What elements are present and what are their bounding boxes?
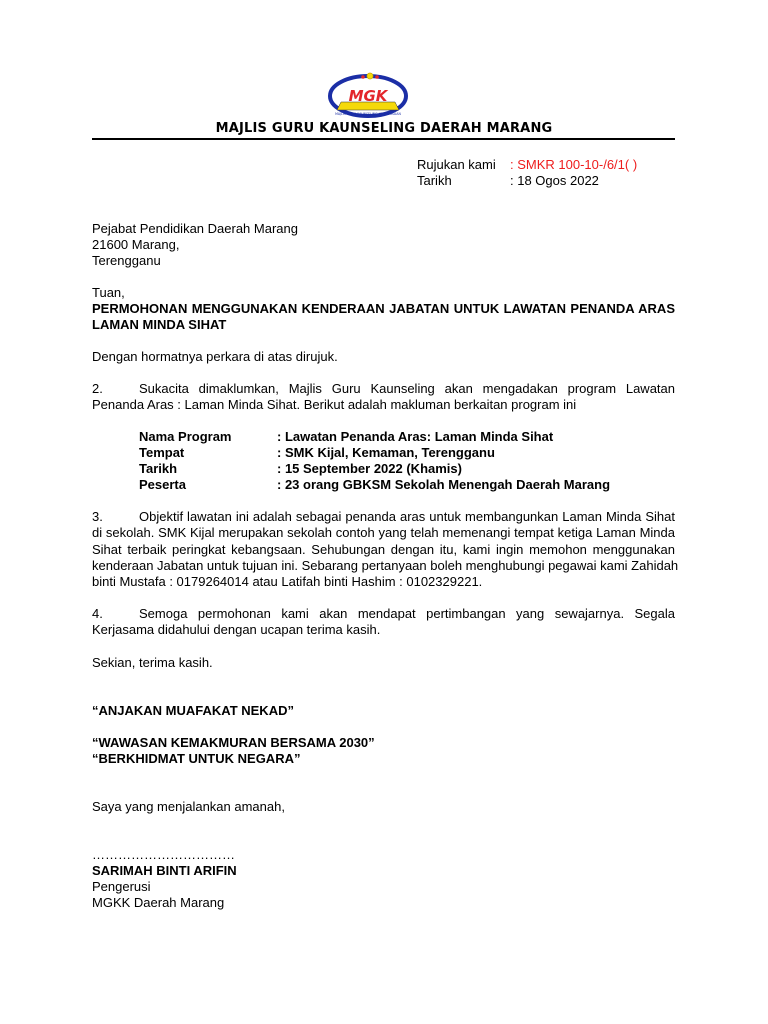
detail-label: Tempat [139,445,185,460]
recipient-line-1: Pejabat Pendidikan Daerah Marang [92,221,298,236]
header-divider [92,138,675,140]
paragraph-2 [92,381,675,414]
salutation: Tuan, [92,285,125,300]
detail-value: : SMK Kijal, Kemaman, Terengganu [277,445,495,460]
detail-row [139,445,495,461]
recipient-line-2: 21600 Marang, [92,237,180,252]
signature-line: …………………………… [92,847,235,862]
paragraph-3-line-1: Objektif lawatan ini adalah sebagai penanda aras untuk membangunkan Laman Minda Sihat [139,509,675,524]
detail-label: Nama Program [139,429,232,444]
date-label: Tarikh [417,173,452,188]
motto-3: “BERKHIDMAT UNTUK NEGARA” [92,751,301,766]
logo-emblem-icon [327,72,409,120]
logo-lettering: MGK [348,87,388,105]
paragraph-2-line-2: Penanda Aras : Laman Minda Sihat. Berikut adalah makluman berkaitan program ini [92,397,577,413]
subject [92,301,675,334]
paragraph-3-line-2: di sekolah. SMK Kijal merupakan sekolah contoh yang telah memenangi tempat ketiga Laman Minda [92,525,675,541]
org-title: MAJLIS GURU KAUNSELING DAERAH MARANG [215,121,553,136]
detail-label: Tarikh [139,461,178,476]
detail-label: Peserta [139,477,186,492]
paragraph-3-line-4: kenderaan Jabatan untuk tujuan ini. Sebarang pertanyaan boleh menghubungi pegawai kami Zahidah [92,557,679,573]
subject-line-1: PERMOHONAN MENGGUNAKAN KENDERAAN JABATAN UNTUK LAWATAN PENANDA ARAS [92,301,675,316]
ref-value: : SMKR 100-10-/6/1( ) [510,157,638,172]
logo-subtext: MAJLIS GURU KAUNSELING KEBANGSAAN [335,112,401,116]
detail-row [139,477,610,493]
paragraph-4-line-1: Semoga permohonan kami akan mendapat pertimbangan yang sewajarnya. Segala [139,606,675,621]
signatory-title: Pengerusi [92,879,151,894]
detail-value: : Lawatan Penanda Aras: Laman Minda Sihat [277,429,554,444]
detail-value: : 23 orang GBKSM Sekolah Menengah Daerah Marang [277,477,611,492]
paragraph-4-number: 4. [92,606,103,621]
motto-2: “WAWASAN KEMAKMURAN BERSAMA 2030” [92,735,375,750]
signatory-org: MGKK Daerah Marang [92,895,225,910]
paragraph-3-line-3: Sihat terbaik peringkat kebangsaan. Sehubungan dengan itu, kami ingin memohon menggunakan [92,541,675,557]
signoff: Saya yang menjalankan amanah, [92,799,285,814]
subject-line-2: LAMAN MINDA SIHAT [92,317,227,333]
paragraph-4-line-2: Kerjasama didahului dengan ucapan terima kasih. [92,622,381,638]
recipient-line-3: Terengganu [92,253,161,268]
ref-label: Rujukan kami [417,157,496,172]
paragraph-2-line-1: Sukacita dimaklumkan, Majlis Guru Kaunseling akan mengadakan program Lawatan [139,381,675,396]
motto-1: “ANJAKAN MUAFAKAT NEKAD” [92,703,294,718]
date-value: : 18 Ogos 2022 [510,173,599,188]
mgk-logo [327,72,409,120]
signatory-name: SARIMAH BINTI ARIFIN [92,863,237,878]
detail-row [139,461,462,477]
paragraph-4 [92,606,675,639]
paragraph-3-number: 3. [92,509,103,524]
paragraph-2-number: 2. [92,381,103,396]
intro-paragraph: Dengan hormatnya perkara di atas dirujuk. [92,349,338,364]
closing-line: Sekian, terima kasih. [92,655,213,670]
detail-value: : 15 September 2022 (Khamis) [277,461,462,476]
paragraph-3-line-5: binti Mustafa : 0179264014 atau Latifah binti Hashim : 0102329221. [92,574,483,590]
detail-row [139,429,553,445]
paragraph-3 [92,509,679,590]
